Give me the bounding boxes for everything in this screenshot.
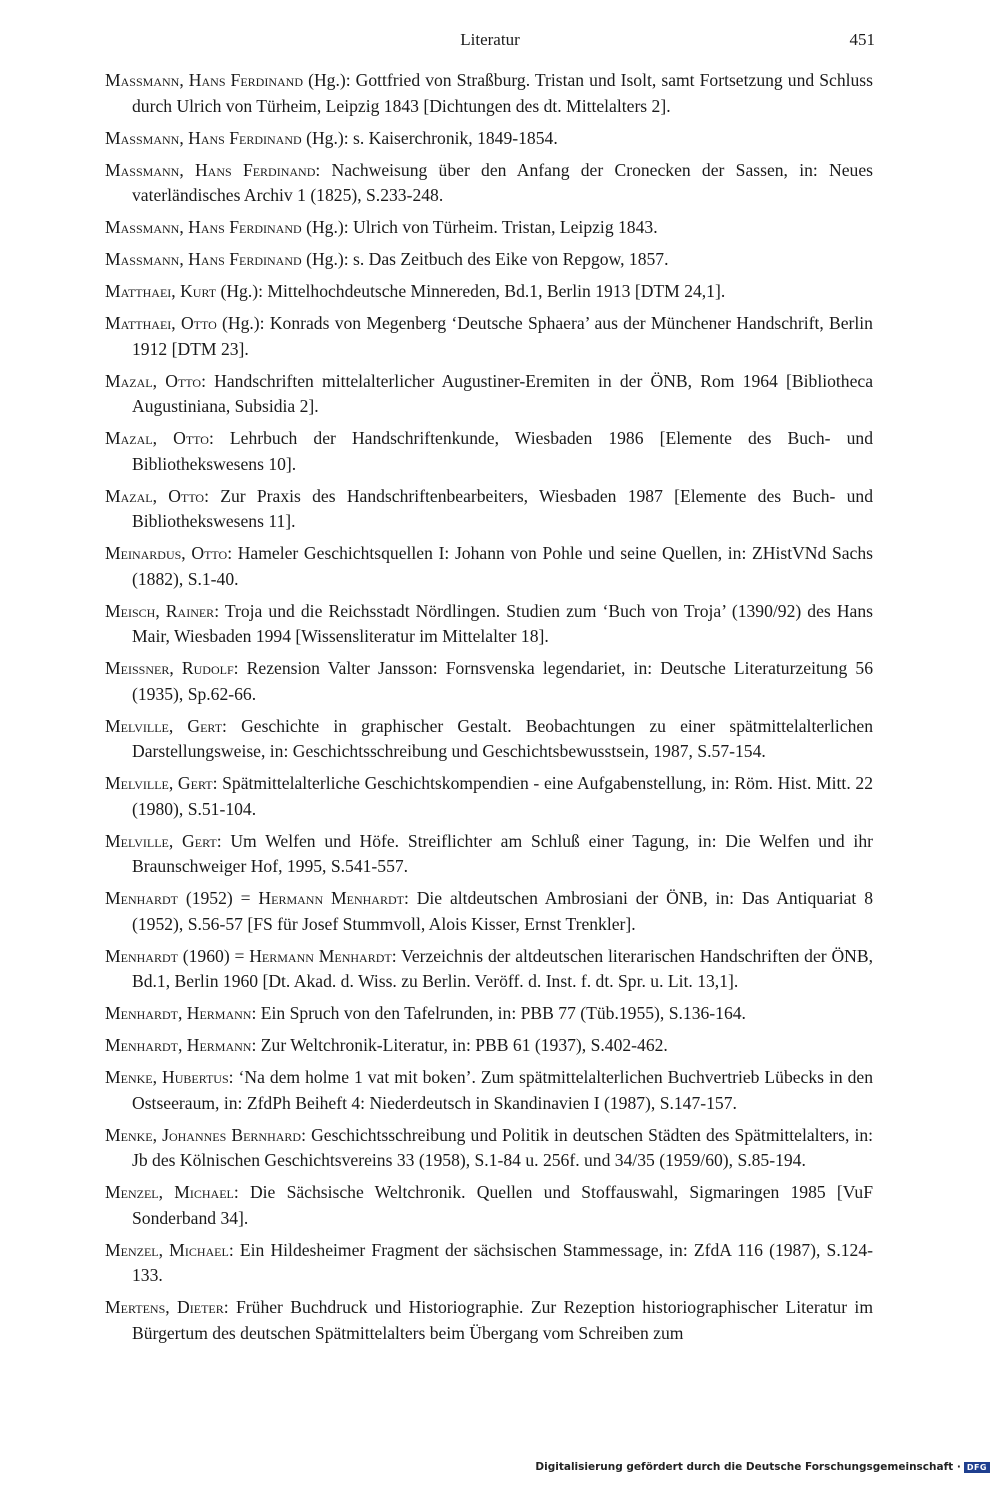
entry-text: : Um Welfen und Höfe. Streiflichter am Schluß einer Tagung, in: Die Welfen und ihr Braunschweiger Hof, 1995, S.541-557. <box>132 830 873 876</box>
page-header <box>105 30 875 54</box>
entry-text: : Die altdeutschen Ambrosiani der ÖNB, in: Das Antiquariat 8 (1952), S.56-57 [FS für Josef Stummvoll, Alois Kisser, Ernst Trenkler]. <box>132 888 873 934</box>
entry-author: Menzel, Michael <box>105 1239 229 1260</box>
bibliography-entry <box>105 311 873 362</box>
bibliography-entry <box>105 1123 873 1174</box>
entry-author: Massmann, Hans Ferdinand <box>105 249 302 269</box>
bibliography-list <box>105 68 873 1353</box>
dfg-logo: DFG <box>964 1462 990 1473</box>
entry-text: (Hg.): s. Das Zeitbuch des Eike von Repgow, 1857. <box>301 249 669 269</box>
page-number: 451 <box>849 30 875 49</box>
entry-text: : Handschriften mittelalterlicher Augustiner-Eremiten in der ÖNB, Rom 1964 [Bibliotheca Augustiniana, Subsidia 2]. <box>132 370 874 416</box>
bibliography-entry <box>105 1065 873 1116</box>
entry-author: Menke, Hubertus <box>105 1067 229 1087</box>
entry-author: Meisch, Rainer <box>105 600 215 621</box>
entry-author: Mazal, Otto <box>105 370 202 391</box>
entry-author: Meissner, Rudolf <box>105 658 234 678</box>
entry-author: Massmann, Hans Ferdinand <box>105 70 304 90</box>
entry-author: Massmann, Hans Ferdinand <box>105 127 302 148</box>
entry-text: : ‘Na dem holme 1 vat mit boken’. Zum spätmittelalterlichen Buchvertrieb Lübecks in den Ostseeraum, in: ZfdPh Beiheft 4: Niederdeutsch in Skandinavien I (1987), S.147-157. <box>132 1067 873 1113</box>
bibliography-entry <box>105 426 873 477</box>
entry-author: Melville, Gert <box>105 830 217 851</box>
bibliography-entry <box>105 829 873 880</box>
bibliography-entry <box>105 1033 873 1059</box>
bibliography-entry <box>105 1295 873 1346</box>
entry-text: : Spätmittelalterliche Geschichtskompendien - eine Aufgabenstellung, in: Röm. Hist. Mitt. 22 (1980), S.51-104. <box>132 773 873 819</box>
bibliography-entry <box>105 68 873 119</box>
entry-author: Melville, Gert <box>105 715 223 736</box>
entry-text: : Die Sächsische Weltchronik. Quellen und Stoffauswahl, Sigmaringen 1985 [VuF Sonderband 34]. <box>132 1182 873 1228</box>
entry-author: Menhardt (1960) = Hermann Menhardt <box>105 945 392 966</box>
entry-author: Menhardt (1952) = Hermann Menhardt <box>105 888 404 908</box>
bibliography-entry <box>105 656 873 707</box>
bibliography-entry <box>105 1180 873 1231</box>
entry-author: Massmann, Hans Ferdinand <box>105 217 302 237</box>
funding-credit: Digitalisierung gefördert durch die Deutsche Forschungsgemeinschaft · <box>535 1461 961 1473</box>
entry-text: : Rezension Valter Jansson: Fornsvenska legendariet, in: Deutsche Literaturzeitung 56 (1935), Sp.62-66. <box>132 658 873 704</box>
entry-text: (Hg.): Konrads von Megenberg ‘Deutsche Sphaera’ aus der Münchener Handschrift, Berlin 1912 [DTM 23]. <box>132 313 873 359</box>
entry-text: : Zur Weltchronik-Literatur, in: PBB 61 (1937), S.402-462. <box>251 1035 668 1055</box>
entry-author: Menhardt, Hermann <box>105 1003 252 1023</box>
running-title: Literatur <box>460 30 520 49</box>
bibliography-entry <box>105 771 873 822</box>
entry-text: (Hg.): s. Kaiserchronik, 1849-1854. <box>301 127 558 148</box>
entry-text: : Troja und die Reichsstadt Nördlingen. Studien zum ‘Buch von Troja’ (1390/92) des Hans Mair, Wiesbaden 1994 [Wissensliteratur im Mittelalter 18]. <box>132 600 873 646</box>
entry-author: Massmann, Hans Ferdinand <box>105 159 316 180</box>
entry-author: Matthaei, Kurt <box>105 281 217 301</box>
bibliography-entry <box>105 599 873 650</box>
entry-author: Melville, Gert <box>105 773 213 793</box>
bibliography-entry <box>105 1238 873 1289</box>
entry-text: : Hameler Geschichtsquellen I: Johann von Pohle und seine Quellen, in: ZHistVNd Sachs (1882), S.1-40. <box>132 543 873 589</box>
bibliography-entry <box>105 541 873 592</box>
bibliography-entry <box>105 1001 873 1027</box>
entry-text: : Verzeichnis der altdeutschen literarischen Handschriften der ÖNB, Bd.1, Berlin 1960 [Dt. Akad. d. Wiss. zu Berlin. Veröff. d. Inst. f. dt. Spr. u. Lit. 13,1]. <box>132 945 873 991</box>
entry-text: : Geschichtsschreibung und Politik in deutschen Städten des Spätmittelalters, in: Jb des Kölnischen Geschichtsvereins 33 (1958), S.1-84 u. 256f. und 34/35 (1959/60), S.85-194. <box>132 1124 874 1170</box>
entry-text: : Nachweisung über den Anfang der Cronecken der Sassen, in: Neues vaterländisches Archiv 1 (1825), S.233-248. <box>132 159 873 205</box>
entry-text: (Hg.): Gottfried von Straßburg. Tristan und Isolt, samt Fortsetzung und Schluss durch Ulrich von Türheim, Leipzig 1843 [Dichtungen des dt. Mittelalters 2]. <box>132 70 873 116</box>
bibliography-entry <box>105 886 873 937</box>
entry-author: Mazal, Otto <box>105 428 209 448</box>
entry-text: (Hg.): Ulrich von Türheim. Tristan, Leipzig 1843. <box>301 217 658 237</box>
entry-author: Menhardt, Hermann <box>105 1035 252 1055</box>
bibliography-entry <box>105 279 873 305</box>
entry-author: Menzel, Michael <box>105 1182 234 1202</box>
entry-author: Menke, Johannes Bernhard <box>105 1124 302 1145</box>
entry-text: : Ein Hildesheimer Fragment der sächsischen Stammessage, in: ZfdA 116 (1987), S.124-133. <box>132 1239 873 1285</box>
page-footer <box>535 1461 990 1473</box>
entry-author: Mazal, Otto <box>105 485 205 506</box>
entry-text: : Ein Spruch von den Tafelrunden, in: PBB 77 (Tüb.1955), S.136-164. <box>251 1003 746 1023</box>
entry-text: : Zur Praxis des Handschriftenbearbeiters, Wiesbaden 1987 [Elemente des Buch- und Bibliothekswesens 11]. <box>132 485 873 531</box>
entry-author: Mertens, Dieter <box>105 1297 224 1317</box>
entry-text: : Früher Buchdruck und Historiographie. Zur Rezeption historiographischer Literatur im Bürgertum des deutschen Spätmittelalters beim Übergang vom Schreiben zum <box>132 1297 874 1343</box>
entry-text: : Geschichte in graphischer Gestalt. Beobachtungen zu einer spätmittelalterlichen Darstellungsweise, in: Geschichtsschreibung und Geschichtsbewusstsein, 1987, S.57-154. <box>132 715 873 761</box>
entry-text: : Lehrbuch der Handschriftenkunde, Wiesbaden 1986 [Elemente des Buch- und Bibliothekswesens 10]. <box>132 428 873 474</box>
bibliography-entry <box>105 158 873 209</box>
bibliography-entry <box>105 126 873 152</box>
bibliography-entry <box>105 215 873 241</box>
entry-author: Matthaei, Otto <box>105 313 217 333</box>
bibliography-entry <box>105 714 873 765</box>
bibliography-entry <box>105 369 873 420</box>
bibliography-entry <box>105 484 873 535</box>
bibliography-entry <box>105 247 873 273</box>
entry-author: Meinardus, Otto <box>105 543 228 563</box>
bibliography-entry <box>105 944 873 995</box>
entry-text: (Hg.): Mittelhochdeutsche Minnereden, Bd.1, Berlin 1913 [DTM 24,1]. <box>216 281 726 301</box>
